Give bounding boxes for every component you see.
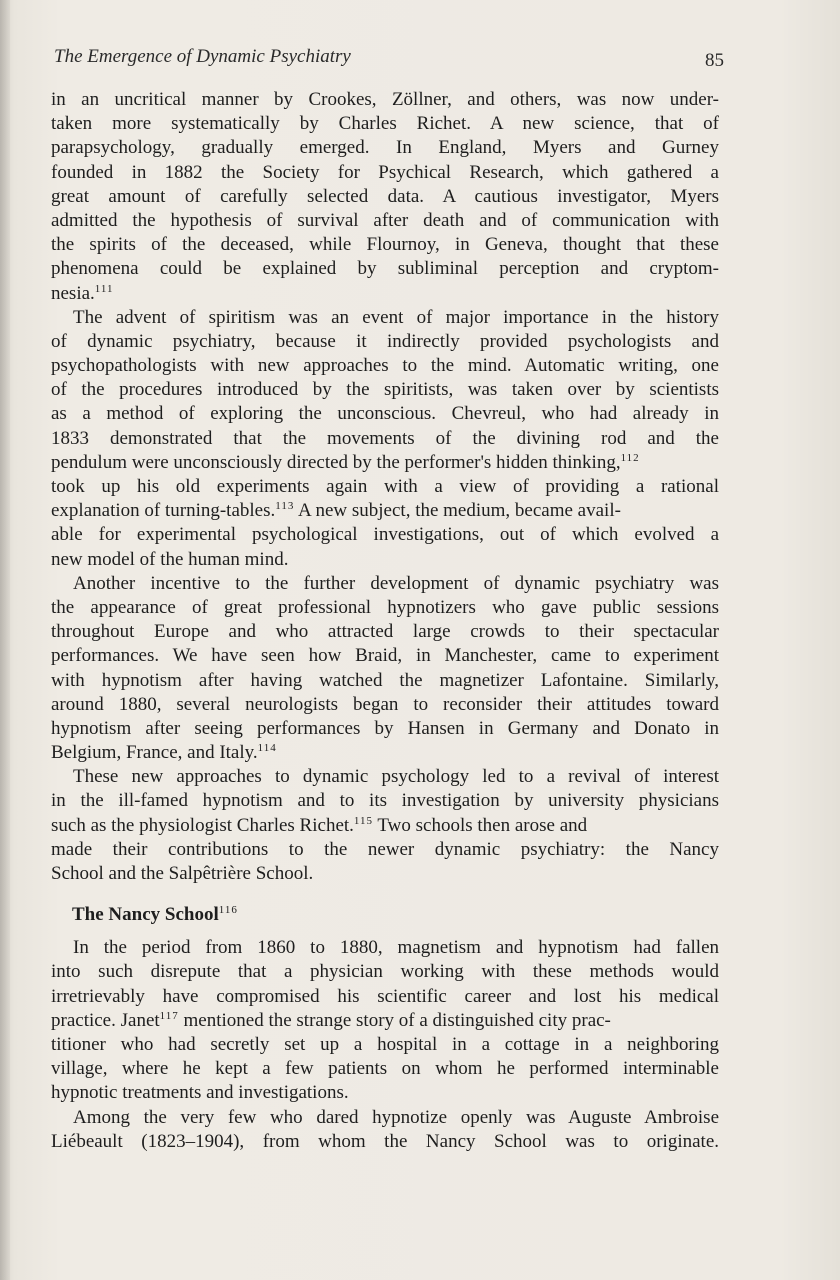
line-text: explanation of turning-tables. bbox=[51, 500, 276, 522]
line-text: such as the physiologist Charles Richet. bbox=[51, 814, 354, 836]
paragraph bbox=[51, 306, 719, 572]
text-line: psychopathologists with new approaches to the mind. Automatic writing, one bbox=[51, 355, 719, 377]
text-line: village, where he kept a few patients on whom he performed interminable bbox=[51, 1058, 719, 1080]
footnote-ref: 116 bbox=[218, 904, 238, 917]
text-line: The advent of spiritism was an event of major importance in the history bbox=[73, 306, 719, 328]
line-text: mentioned the strange story of a distinguished city prac- bbox=[178, 1009, 611, 1031]
text-line: the appearance of great professional hypnotizers who gave public sessions bbox=[51, 596, 719, 618]
text-line: hypnotic treatments and investigations. bbox=[51, 1082, 349, 1104]
text-line: into such disrepute that a physician working with these methods would bbox=[51, 961, 719, 983]
text-line: parapsychology, gradually emerged. In England, Myers and Gurney bbox=[51, 137, 719, 159]
footnote-ref: 112 bbox=[620, 451, 640, 464]
paragraph bbox=[51, 936, 719, 1105]
running-head bbox=[54, 46, 726, 74]
text-line: of the procedures introduced by the spiritists, was taken over by scientists bbox=[51, 379, 719, 401]
paragraph bbox=[51, 572, 719, 766]
text-line bbox=[51, 814, 719, 838]
text-line: 1833 demonstrated that the movements of the divining rod and the bbox=[51, 427, 719, 449]
text-line: titioner who had secretly set up a hospital in a cottage in a neighboring bbox=[51, 1033, 719, 1055]
text-line bbox=[51, 499, 719, 523]
text-line: Another incentive to the further development of dynamic psychiatry was bbox=[73, 572, 719, 594]
text-line: throughout Europe and who attracted large crowds to their spectacular bbox=[51, 621, 719, 643]
footnote-ref: 111 bbox=[94, 282, 114, 295]
text-line: In the period from 1860 to 1880, magnetism and hypnotism had fallen bbox=[73, 937, 719, 959]
paragraph bbox=[51, 1106, 719, 1154]
line-text: nesia. bbox=[51, 282, 95, 304]
text-line: taken more systematically by Charles Richet. A new science, that of bbox=[51, 113, 719, 135]
text-line: great amount of carefully selected data. A cautious investigator, Myers bbox=[51, 185, 719, 207]
text-line: in the ill-famed hypnotism and to its investigation by university physicians bbox=[51, 790, 719, 812]
book-spine-shadow bbox=[0, 0, 10, 1280]
text-line: able for experimental psychological investigations, out of which evolved a bbox=[51, 524, 719, 546]
body-text bbox=[51, 88, 719, 1154]
chapter-title: The Emergence of Dynamic Psychiatry bbox=[54, 46, 351, 67]
text-line: admitted the hypothesis of survival after death and of communication with bbox=[51, 209, 719, 231]
footnote-ref: 113 bbox=[275, 500, 295, 513]
section-heading bbox=[51, 886, 719, 936]
text-line bbox=[51, 741, 719, 765]
text-line bbox=[51, 451, 719, 475]
text-line: hypnotism after seeing performances by Hansen in Germany and Donato in bbox=[51, 717, 719, 739]
text-line: These new approaches to dynamic psychology led to a revival of interest bbox=[73, 766, 719, 788]
text-line: Among the very few who dared hypnotize openly was Auguste Ambroise bbox=[73, 1106, 719, 1128]
text-line: around 1880, several neurologists began to reconsider their attitudes toward bbox=[51, 693, 719, 715]
line-text: Belgium, France, and Italy. bbox=[51, 742, 258, 764]
text-line bbox=[51, 282, 719, 306]
text-line: the spirits of the deceased, while Flournoy, in Geneva, thought that these bbox=[51, 234, 719, 256]
text-line: took up his old experiments again with a view of providing a rational bbox=[51, 476, 719, 497]
text-line: of dynamic psychiatry, because it indirectly provided psychologists and bbox=[51, 330, 719, 352]
text-line: irretrievably have compromised his scientific career and lost his medical bbox=[51, 985, 719, 1007]
line-text: Two schools then arose and bbox=[373, 814, 588, 836]
text-line: School and the Salpêtrière School. bbox=[51, 863, 314, 884]
text-line: new model of the human mind. bbox=[51, 548, 289, 570]
heading-text: The Nancy School bbox=[72, 904, 219, 926]
paragraph bbox=[51, 765, 719, 886]
text-line: with hypnotism after having watched the magnetizer Lafontaine. Similarly, bbox=[51, 669, 719, 691]
text-line: founded in 1882 the Society for Psychical Research, which gathered a bbox=[51, 161, 719, 183]
text-line: made their contributions to the newer dynamic psychiatry: the Nancy bbox=[51, 838, 719, 860]
text-line bbox=[51, 1009, 719, 1033]
page-number: 85 bbox=[705, 50, 724, 71]
text-line: as a method of exploring the unconscious. Chevreul, who had already in bbox=[51, 403, 719, 425]
line-text: practice. Janet bbox=[51, 1009, 160, 1031]
footnote-ref: 114 bbox=[257, 742, 277, 755]
footnote-ref: 117 bbox=[159, 1009, 179, 1022]
text-line: phenomena could be explained by subliminal perception and cryptom- bbox=[51, 258, 719, 280]
line-text: pendulum were unconsciously directed by the performer's hidden thinking, bbox=[51, 451, 621, 473]
text-line: Liébeault (1823–1904), from whom the Nancy School was to originate. bbox=[51, 1130, 719, 1152]
line-text: A new subject, the medium, became avail- bbox=[294, 500, 621, 522]
text-line: in an uncritical manner by Crookes, Zöllner, and others, was now under- bbox=[51, 89, 719, 110]
text-line: performances. We have seen how Braid, in Manchester, came to experiment bbox=[51, 645, 719, 667]
paragraph bbox=[51, 88, 719, 306]
footnote-ref: 115 bbox=[353, 814, 373, 827]
